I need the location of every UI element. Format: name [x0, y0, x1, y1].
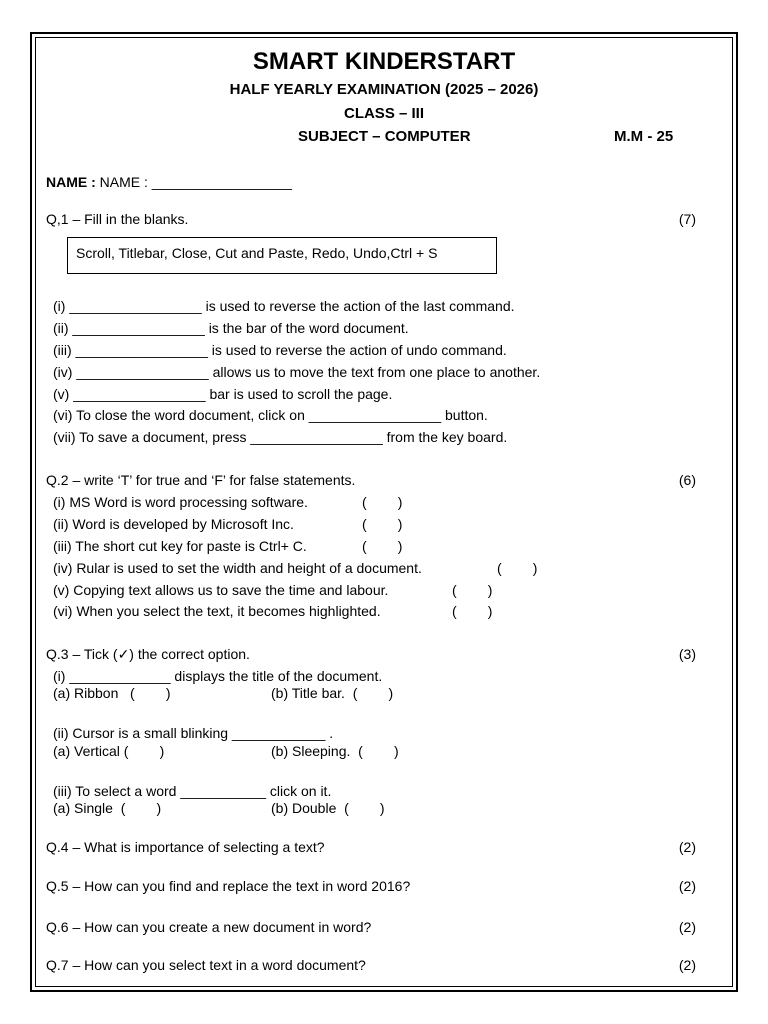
q5-marks: (2) — [678, 878, 696, 894]
exam-title: HALF YEARLY EXAMINATION (2025 – 2026) — [229, 81, 539, 98]
q1-item: (i) _________________ is used to reverse the action of the last command. — [53, 298, 515, 314]
q1-item: (vi) To close the word document, click on _________________ button. — [53, 407, 488, 423]
q6-title: Q.6 – How can you create a new document in word? — [46, 919, 372, 935]
q3-option-a[interactable]: (a) Ribbon ( ) — [53, 685, 171, 701]
class-label: CLASS – III — [343, 105, 425, 122]
q2-statement: (iv) Rular is used to set the width and height of a document. — [53, 560, 422, 576]
q3-title: Q.3 – Tick (✓) the correct option. — [46, 646, 250, 662]
q1-item: (ii) _________________ is the bar of the word document. — [53, 320, 409, 336]
q3-option-b[interactable]: (b) Title bar. ( ) — [271, 685, 394, 701]
word-bank: Scroll, Titlebar, Close, Cut and Paste, Redo, Undo,Ctrl + S — [76, 245, 438, 261]
q3-option-a[interactable]: (a) Vertical ( ) — [53, 743, 165, 759]
q1-title: Q,1 – Fill in the blanks. — [46, 211, 189, 227]
q3-marks: (3) — [678, 646, 696, 662]
q7-marks: (2) — [678, 957, 696, 973]
q2-answer-blank[interactable]: ( ) — [497, 560, 538, 576]
q2-answer-blank[interactable]: ( ) — [362, 494, 403, 510]
q5-title: Q.5 – How can you find and replace the text in word 2016? — [46, 878, 411, 894]
q1-item: (iv) _________________ allows us to move the text from one place to another. — [53, 364, 541, 380]
q7-title: Q.7 – How can you select text in a word document? — [46, 957, 366, 973]
name-field[interactable]: NAME : NAME : __________________ — [46, 174, 292, 190]
q2-statement: (iii) The short cut key for paste is Ctrl+ C. — [53, 538, 307, 554]
q2-title: Q.2 – write ‘T’ for true and ‘F’ for false statements. — [46, 472, 356, 488]
q2-statement: (ii) Word is developed by Microsoft Inc. — [53, 516, 294, 532]
q1-item: (v) _________________ bar is used to scroll the page. — [53, 386, 393, 402]
q3-question: (ii) Cursor is a small blinking ____________ . — [53, 725, 334, 741]
q2-answer-blank[interactable]: ( ) — [452, 603, 493, 619]
q3-option-a[interactable]: (a) Single ( ) — [53, 800, 162, 816]
subject-label: SUBJECT – COMPUTER — [298, 128, 471, 145]
q1-item: (iii) _________________ is used to reverse the action of undo command. — [53, 342, 507, 358]
q2-statement: (vi) When you select the text, it becomes highlighted. — [53, 603, 381, 619]
q2-marks: (6) — [678, 472, 696, 488]
q4-title: Q.4 – What is importance of selecting a text? — [46, 839, 325, 855]
q1-marks: (7) — [678, 211, 696, 227]
q1-item: (vii) To save a document, press _________________ from the key board. — [53, 429, 508, 445]
q3-option-b[interactable]: (b) Sleeping. ( ) — [271, 743, 399, 759]
q3-option-b[interactable]: (b) Double ( ) — [271, 800, 385, 816]
q6-marks: (2) — [678, 919, 696, 935]
q2-statement: (v) Copying text allows us to save the time and labour. — [53, 582, 389, 598]
q2-answer-blank[interactable]: ( ) — [362, 538, 403, 554]
q2-answer-blank[interactable]: ( ) — [362, 516, 403, 532]
q2-answer-blank[interactable]: ( ) — [452, 582, 493, 598]
q3-question: (i) _____________ displays the title of the document. — [53, 668, 383, 684]
school-name: SMART KINDERSTART — [252, 48, 516, 75]
max-marks: M.M - 25 — [614, 128, 674, 145]
q3-question: (iii) To select a word ___________ click on it. — [53, 783, 332, 799]
q2-statement: (i) MS Word is word processing software. — [53, 494, 308, 510]
q4-marks: (2) — [678, 839, 696, 855]
